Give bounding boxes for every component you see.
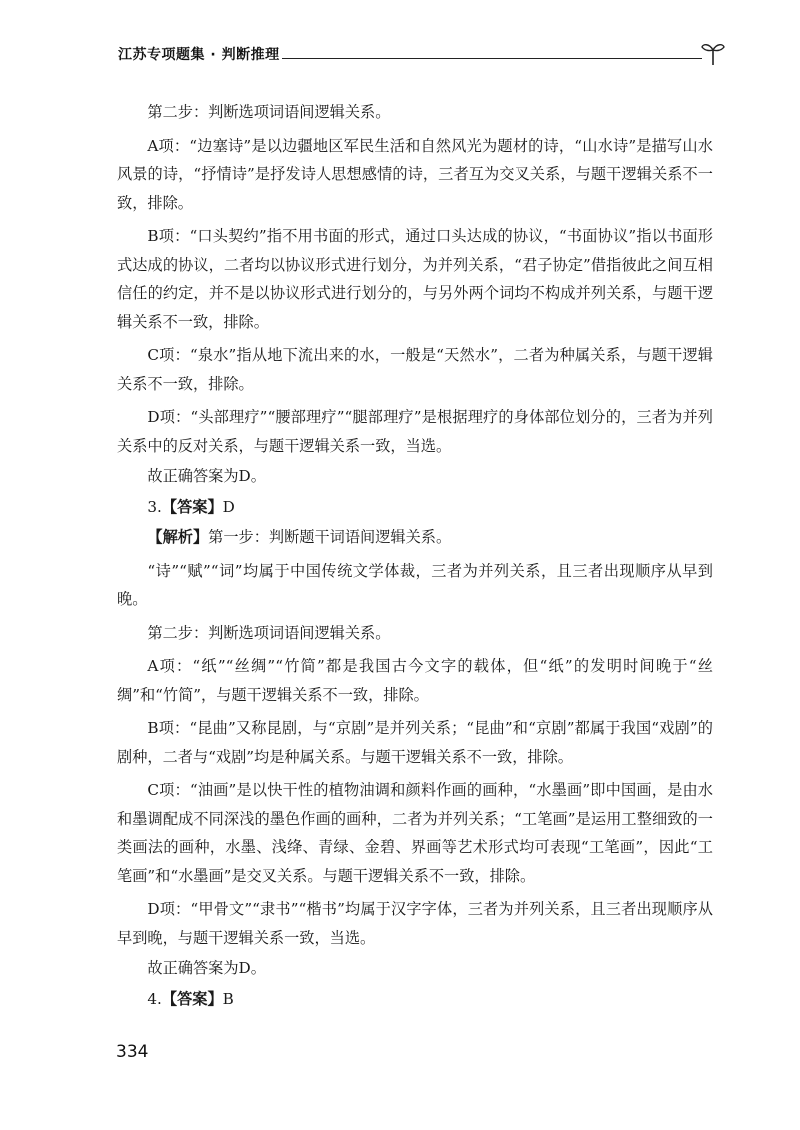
sprout-icon <box>700 40 726 66</box>
analysis-tag: 【解析】 <box>147 528 209 546</box>
answer-value: D <box>222 497 235 516</box>
paragraph-option-a-2: A项：“纸”“丝绸”“竹简”都是我国古今文字的载体，但“纸”的发明时间晚于“丝绸”和“竹简”，与题干逻辑关系不一致，排除。 <box>117 657 713 704</box>
paragraph-question-analysis: “诗”“赋”“词”均属于中国传统文学体裁，三者为并列关系，且三者出现顺序从早到晚。 <box>117 561 713 608</box>
paragraph-option-b: B项：“口头契约”指不用书面的形式，通过口头达成的协议，“书面协议”指以书面形式达成的协议，二者均以协议形式进行划分，为并列关系，“君子协定”借指彼此之间互相信任的约定，并不是以协议形式进行划分的，与另外两个词均不构成并列关系，与题干逻辑关系不一致，排除。 <box>117 227 713 331</box>
paragraph-step2-b: 第二步：判断选项词语间逻辑关系。 <box>147 623 391 642</box>
analysis-step1: 第一步：判断题干词语间逻辑关系。 <box>208 528 452 546</box>
paragraph-conclusion-2: 故正确答案为D。 <box>147 959 266 977</box>
header-title: 江苏专项题集 · 判断推理 <box>118 47 280 63</box>
answer-tag: 【答案】 <box>161 497 223 516</box>
answer-tag: 【答案】 <box>161 989 223 1008</box>
paragraph-option-a: A项：“边塞诗”是以边疆地区军民生活和自然风光为题材的诗，“山水诗”是描写山水风景的诗，“抒情诗”是抒发诗人思想感情的诗，三者互为交叉关系，与题干逻辑关系不一致，排除。 <box>117 136 713 212</box>
paragraph-option-d: D项：“头部理疗”“腰部理疗”“腿部理疗”是根据理疗的身体部位划分的，三者为并列关系中的反对关系，与题干逻辑关系一致，当选。 <box>117 408 713 455</box>
paragraph-option-c: C项：“泉水”指从地下流出来的水，一般是“天然水”，二者为种属关系，与题干逻辑关系不一致，排除。 <box>117 346 713 393</box>
paragraph-option-c-2: C项：“油画”是以快干性的植物油调和颜料作画的画种，“水墨画”即中国画，是由水和墨调配成不同深浅的墨色作画的画种，二者为并列关系；“工笔画”是运用工整细致的一类画法的画种，水墨、浅绛、青绿、金碧、界画等艺术形式均可表现“工笔画”，因此“工笔画”和“水墨画”是交叉关系。与题干逻辑关系不一致，排除。 <box>117 781 713 885</box>
analysis-line <box>117 523 713 552</box>
answer-line-4 <box>117 985 713 1014</box>
page-content <box>117 98 713 1013</box>
paragraph-option-b-2: B项：“昆曲”又称昆剧，与“京剧”是并列关系；“昆曲”和“京剧”都属于我国“戏剧”的剧种，二者与“戏剧”均是种属关系。与题干逻辑关系不一致，排除。 <box>117 719 713 766</box>
answer-number: 4. <box>147 989 162 1008</box>
paragraph-step2-a: 第二步：判断选项词语间逻辑关系。 <box>147 103 391 121</box>
header-rule <box>282 58 702 59</box>
answer-value: B <box>222 989 234 1008</box>
running-header <box>118 40 728 70</box>
paragraph-option-d-2: D项：“甲骨文”“隶书”“楷书”均属于汉字字体，三者为并列关系，且三者出现顺序从早到晚，与题干逻辑关系一致，当选。 <box>117 900 713 947</box>
page-number: 334 <box>116 1042 149 1062</box>
paragraph-conclusion: 故正确答案为D。 <box>147 467 266 485</box>
answer-number: 3. <box>147 497 162 516</box>
answer-line-3 <box>117 493 713 522</box>
